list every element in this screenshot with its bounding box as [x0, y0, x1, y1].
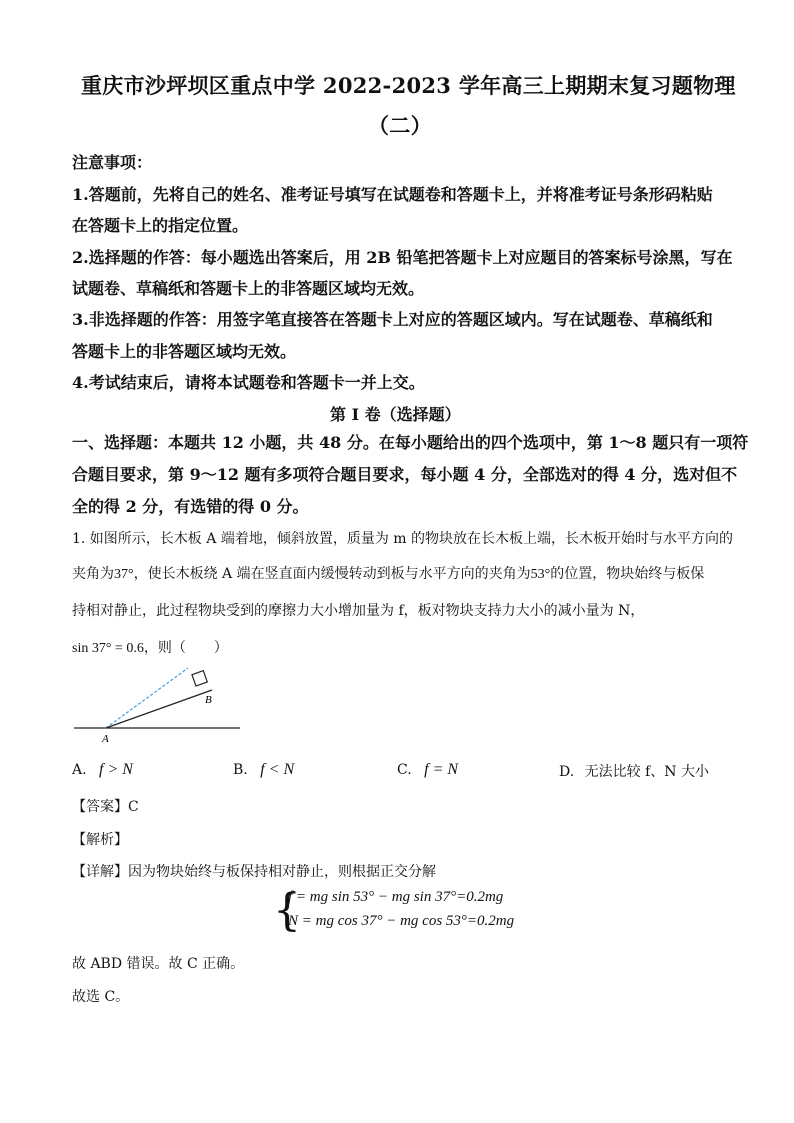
block: [192, 671, 207, 686]
section-desc-line-3: 全的得 2 分，有选错的得 0 分。: [72, 497, 309, 516]
sin-37-value: sin 37° = 0.6: [72, 641, 144, 656]
option-c-text: f = N: [424, 761, 459, 778]
label-B: B: [205, 694, 212, 706]
angle-37: 37°: [114, 567, 134, 582]
question-1-line-2-post: ，使长木板绕 A 端在竖直面内缓慢转动到板与水平方向的夹角为: [133, 566, 531, 582]
answer-value: C: [128, 799, 139, 815]
notice-item-4: 4.考试结束后，请将本试题卷和答题卡一并上交。: [72, 373, 425, 392]
analysis-label: 【解析】: [72, 832, 128, 848]
notice-item-2-line-2: 试题卷、草稿纸和答题卡上的非答题区域均无效。: [72, 279, 425, 298]
notice-item-1-line-1: 1.答题前，先将自己的姓名、准考证号填写在试题卷和答题卡上，并将准考证号条形码粘贴: [72, 185, 713, 204]
board-line: [106, 690, 212, 728]
label-A: A: [102, 733, 109, 744]
answer-row: [72, 796, 139, 816]
option-c: [397, 761, 458, 779]
option-d-text: 无法比较 f、N 大小: [584, 764, 709, 780]
option-a-text: f > N: [99, 761, 133, 778]
section-desc-line-2: 合题目要求，第 9～12 题有多项符合题目要求，每小题 4 分，全部选对的得 4 分，选对但不: [72, 465, 738, 484]
question-1-line-2-pre: 夹角为: [72, 566, 114, 582]
notice-item-3-line-1: 3.非选择题的作答：用签字笔直接答在答题卡上对应的答题区域内。写在试题卷、草稿纸和: [72, 310, 713, 329]
question-1-line-4: [72, 637, 228, 657]
option-b-letter: B.: [233, 762, 248, 778]
question-1-line-3: 持相对静止，此过程物块受到的摩擦力大小增加量为 f，板对物块支持力大小的减小量为 N，: [72, 603, 645, 619]
detail-label: 【详解】: [72, 864, 128, 880]
option-d-letter: D.: [559, 764, 575, 780]
detail-row: [72, 861, 436, 881]
notice-item-3-line-2: 答题卡上的非答题区域均无效。: [72, 342, 297, 361]
page-title-sub: （二）: [368, 113, 432, 138]
option-c-letter: C.: [397, 762, 412, 778]
question-1-line-2: [72, 563, 704, 583]
equation-1: f = mg sin 53° − mg sin 37°=0.2mg: [288, 889, 504, 905]
notice-heading: 注意事项：: [72, 153, 153, 172]
section-desc-line-1: 一、选择题：本题共 12 小题，共 48 分。在每小题给出的四个选项中，第 1～8 题只有一项符: [72, 433, 749, 452]
notice-item-1-line-2: 在答题卡上的指定位置。: [72, 216, 249, 235]
equation-2: N = mg cos 37° − mg cos 53°=0.2mg: [288, 913, 515, 929]
option-b: [233, 761, 294, 779]
conclusion-1: 故 ABD 错误。故 C 正确。: [72, 956, 245, 972]
option-b-text: f < N: [260, 761, 295, 778]
dashed-board-line: [106, 668, 188, 728]
question-1-line-2-end: 的位置，物块始终与板保: [550, 566, 705, 582]
angle-53: 53°: [530, 567, 551, 582]
detail-text: 因为物块始终与板保持相对静止，则根据正交分解: [128, 864, 436, 880]
option-a: [72, 761, 133, 779]
option-a-letter: A.: [72, 762, 87, 778]
question-1-line-1: 1. 如图所示，长木板 A 端着地，倾斜放置，质量为 m 的物块放在长木板上端，长木板开始时与水平方向的: [72, 531, 733, 547]
conclusion-2: 故选 C。: [72, 989, 130, 1005]
question-1-prompt: ，则（ ）: [143, 640, 228, 656]
section-title: 第 I 卷（选择题）: [330, 405, 461, 424]
answer-label: 【答案】: [72, 799, 128, 815]
option-d: [559, 761, 709, 781]
notice-item-2-line-1: 2.选择题的作答：每小题选出答案后，用 2B 铅笔把答题卡上对应题目的答案标号涂黑，写在: [72, 248, 733, 267]
page-title: 重庆市沙坪坝区重点中学 2022-2023 学年高三上期期末复习题物理: [81, 73, 736, 98]
incline-figure: [72, 660, 242, 744]
equation-brace: {: [273, 885, 301, 936]
